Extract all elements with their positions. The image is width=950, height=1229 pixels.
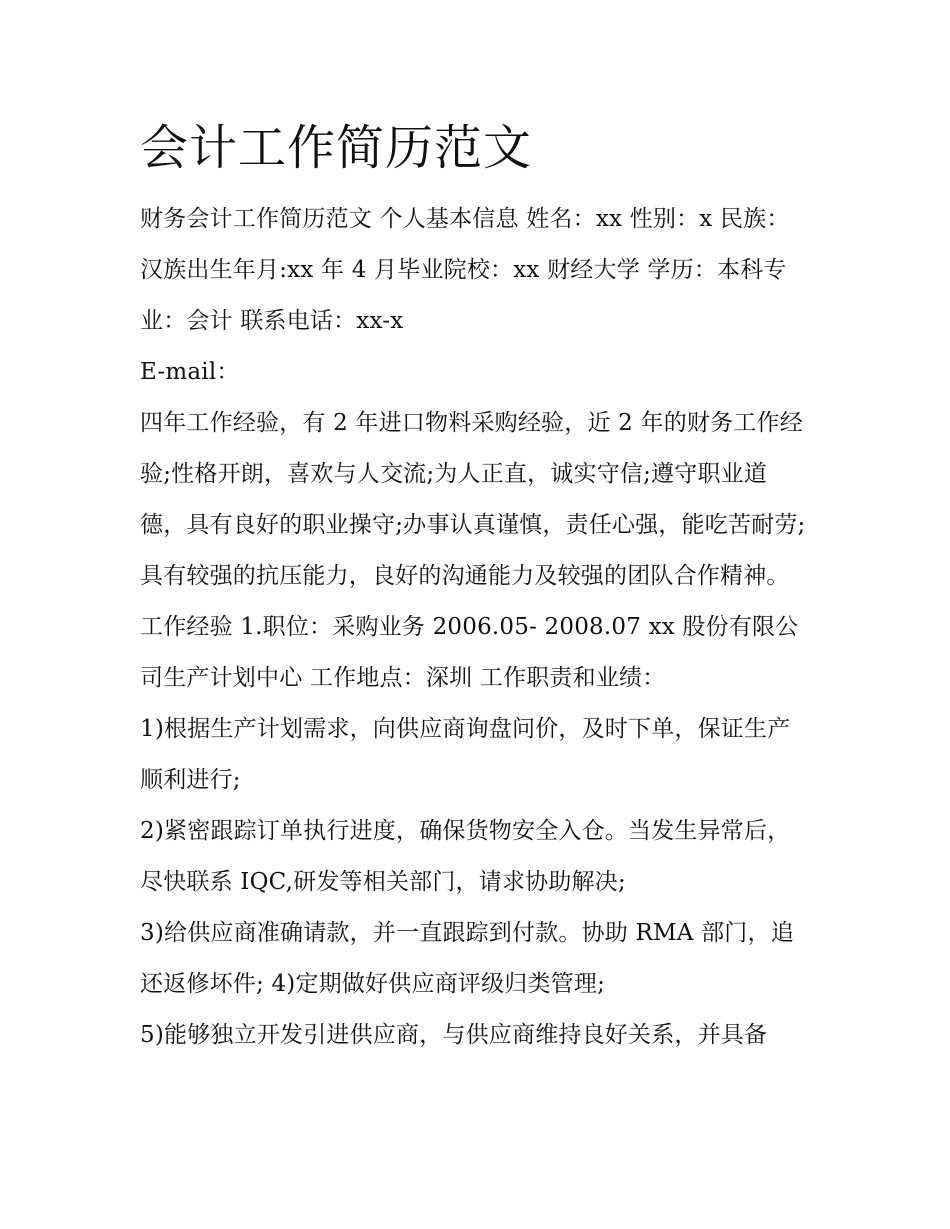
paragraph-email: E-mail： [140,359,240,385]
document-title: 会计工作简历范文 [140,120,533,176]
paragraph-work-experience: 工作经验 1.职位：采购业务 2006.05- 2008.07 xx 股份有限公司生产计划中心 工作地点：深圳 工作职责和业绩： [140,614,799,691]
duty-item-2: 2)紧密跟踪订单执行进度，确保货物安全入仓。当发生异常后，尽快联系 IQC,研发等相关部门，请求协助解决; [140,818,791,895]
duty-item-3-4: 3)给供应商准确请款，并一直跟踪到付款。协助 RMA 部门，追还返修坏件; 4)定期做好供应商评级归类管理; [140,920,794,997]
duty-item-5: 5)能够独立开发引进供应商，与供应商维持良好关系，并具备 [140,1022,768,1048]
paragraph-basic-info: 财务会计工作简历范文 个人基本信息 姓名：xx 性别：x 民族：汉族出生年月:xx 年 4 月毕业院校：xx 财经大学 学历：本科专业：会计 联系电话：xx-x [140,206,790,334]
document-body [140,112,812,1061]
duty-item-1: 1)根据生产计划需求，向供应商询盘问价，及时下单，保证生产顺利进行; [140,716,791,793]
paragraph-summary: 四年工作经验，有 2 年进口物料采购经验，近 2 年的财务工作经验;性格开朗，喜欢与人交流;为人正直，诚实守信;遵守职业道德，具有良好的职业操守;办事认真谨慎，责任心强，能吃苦耐劳;具有较强的抗压能力，良好的沟通能力及较强的团队合作精神。 [140,410,806,589]
